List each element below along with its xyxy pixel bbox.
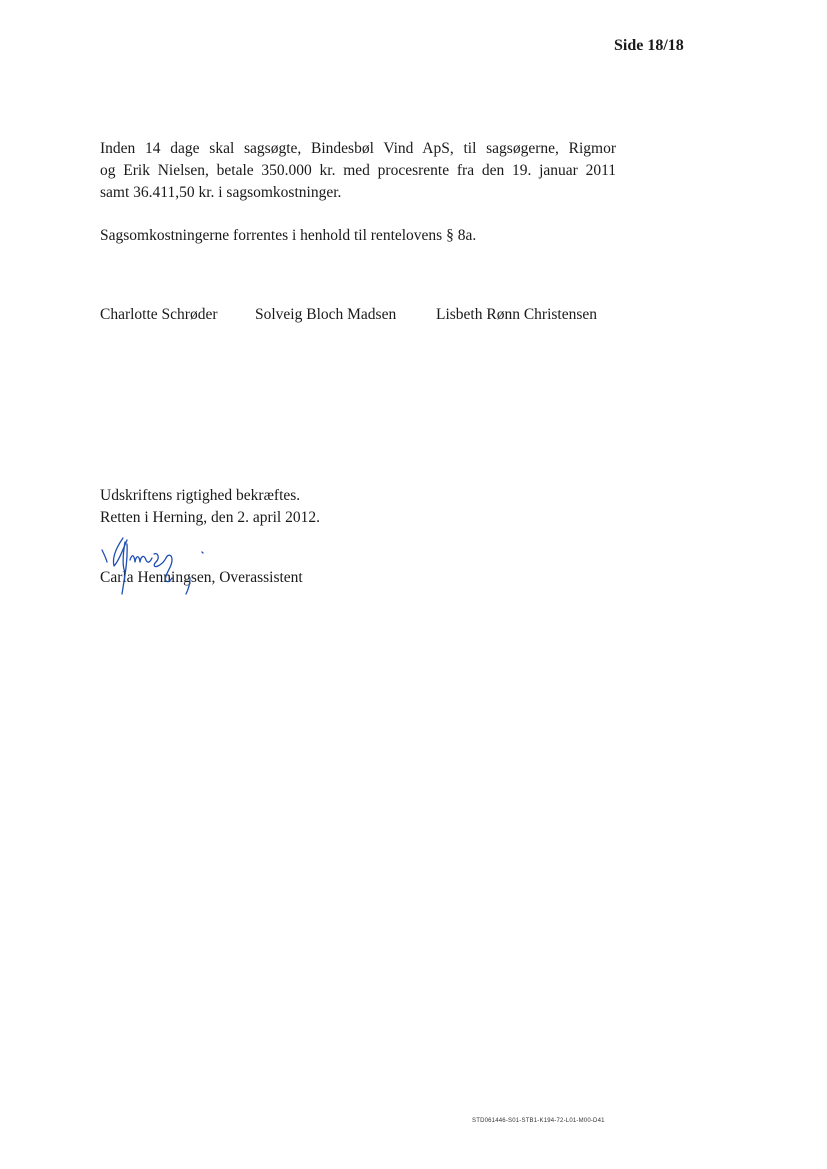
verdict-line: Inden 14 dage skal sagsøgte, Bindesbøl Vind ApS, til sagsøgerne, Rigmor bbox=[100, 140, 616, 157]
verdict-line: samt 36.411,50 kr. i sagsomkostninger. bbox=[100, 184, 342, 201]
interest-paragraph: Sagsomkostningerne forrentes i henhold til rentelovens § 8a. bbox=[100, 227, 477, 244]
confirmation-statement: Udskriftens rigtighed bekræftes. bbox=[100, 487, 301, 504]
handwritten-signature bbox=[92, 532, 222, 602]
verdict-paragraph bbox=[100, 138, 616, 204]
judge-name: Charlotte Schrøder bbox=[100, 306, 218, 323]
confirmation-block bbox=[100, 485, 320, 529]
page-number: Side 18/18 bbox=[614, 37, 684, 54]
confirmation-place-date: Retten i Herning, den 2. april 2012. bbox=[100, 509, 320, 526]
judge-name: Solveig Bloch Madsen bbox=[255, 306, 397, 323]
clerk-name-title: Carla Henningsen, Overassistent bbox=[100, 569, 303, 586]
judge-name: Lisbeth Rønn Christensen bbox=[436, 306, 598, 323]
document-reference-code: STD061446-S01-STB1-K194-72-L01-M00-D41 bbox=[472, 1118, 605, 1124]
verdict-line: og Erik Nielsen, betale 350.000 kr. med procesrente fra den 19. januar 2011 bbox=[100, 162, 616, 179]
